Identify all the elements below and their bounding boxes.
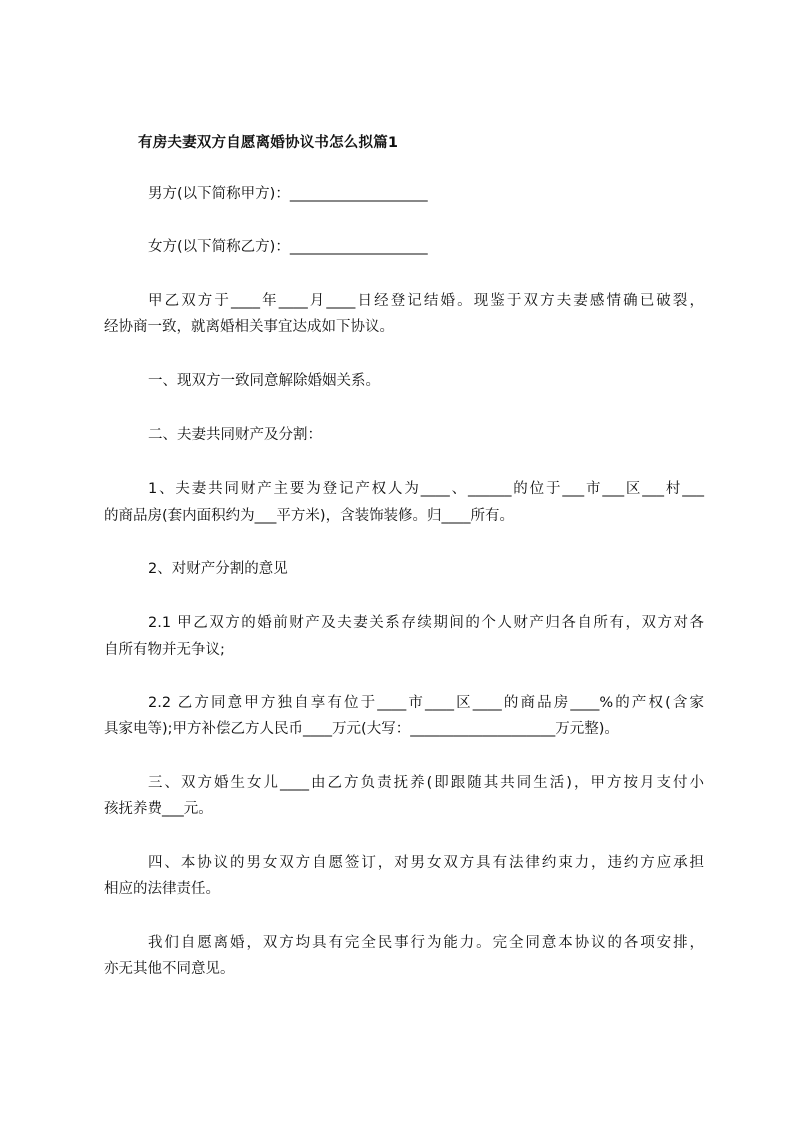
male-party-line: 男方(以下简称甲方)：___________________ [148, 186, 428, 202]
clause-one: 一、现双方一致同意解除婚姻关系。 [148, 373, 380, 389]
clause-two-heading: 二、夫妻共同财产及分割： [148, 427, 322, 443]
premarital-property-line-2: 自所有物并无争议; [104, 642, 225, 658]
division-opinion-heading: 2、对财产分割的意见 [148, 561, 288, 577]
child-custody-line-2: 孩抚养费___元。 [104, 801, 213, 817]
document-title: 有房夫妻双方自愿离婚协议书怎么拟篇1 [138, 135, 399, 151]
premarital-property-line-1: 2.1 甲乙双方的婚前财产及夫妻关系存续期间的个人财产归各自所有，双方对各 [148, 615, 704, 631]
closing-statement-line-1: 我们自愿离婚，双方均具有完全民事行为能力。完全同意本协议的各项安排， [148, 935, 704, 951]
house-ownership-line-2: 具家电等);甲方补偿乙方人民币____万元(大写：____________________万元整)。 [104, 721, 619, 737]
marriage-statement-line-2: 经协商一致，就离婚相关事宜达成如下协议。 [104, 319, 394, 335]
house-ownership-line-1: 2.2 乙方同意甲方独自享有位于____市____区____的商品房____%的产权(含家 [148, 695, 704, 711]
marriage-statement-line-1: 甲乙双方于____年____月____日经登记结婚。现鉴于双方夫妻感情确已破裂， [148, 293, 704, 309]
property-clause-line-2: 的商品房(套内面积约为___平方米)，含装饰装修。归____所有。 [104, 508, 515, 524]
property-clause-line-1: 1、夫妻共同财产主要为登记产权人为____、______的位于___市___区___村___ [148, 481, 704, 497]
female-party-line: 女方(以下简称乙方)：___________________ [148, 239, 428, 255]
legal-effect-line-1: 四、本协议的男女双方自愿签订，对男女双方具有法律约束力，违约方应承担 [148, 855, 704, 871]
child-custody-line-1: 三、双方婚生女儿____由乙方负责抚养(即跟随其共同生活)，甲方按月支付小 [148, 775, 704, 791]
legal-effect-line-2: 相应的法律责任。 [104, 881, 220, 897]
closing-statement-line-2: 亦无其他不同意见。 [104, 961, 235, 977]
